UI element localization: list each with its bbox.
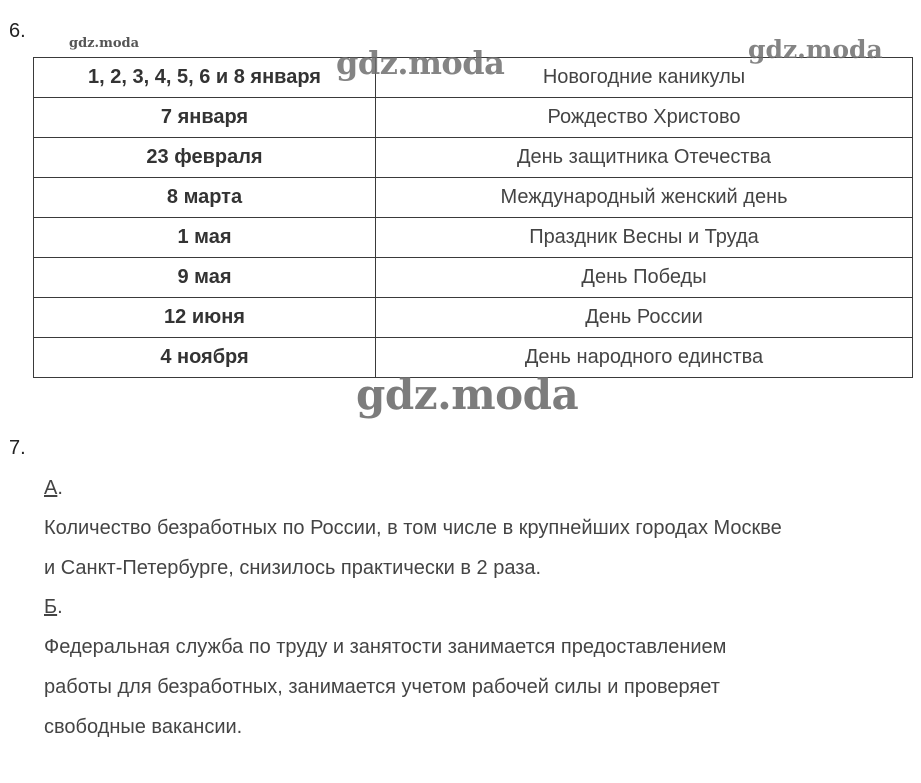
answer-a-line: Количество безработных по России, в том числе в крупнейших городах Москве xyxy=(44,517,782,539)
table-row xyxy=(34,298,913,338)
holiday-cell: День Победы xyxy=(376,258,913,298)
answer-a-section xyxy=(44,468,914,588)
answer-b-heading xyxy=(44,587,914,627)
holiday-cell: Праздник Весны и Труда xyxy=(376,218,913,258)
answer-b-line: Федеральная служба по труду и занятости занимается предоставлением xyxy=(44,636,727,658)
table-row xyxy=(34,178,913,218)
table-row xyxy=(34,218,913,258)
watermark-center: gdz.moda xyxy=(356,370,579,419)
answer-b-section xyxy=(44,587,914,747)
date-cell: 4 ноября xyxy=(34,338,376,378)
date-cell: 12 июня xyxy=(34,298,376,338)
table-row xyxy=(34,138,913,178)
holiday-cell: День народного единства xyxy=(376,338,913,378)
answer-b-line: работы для безработных, занимается учетом рабочей силы и проверяет xyxy=(44,676,720,698)
holiday-cell: Рождество Христово xyxy=(376,98,913,138)
answer-a-heading xyxy=(44,468,914,508)
holiday-cell: Международный женский день xyxy=(376,178,913,218)
answer-b-letter: Б xyxy=(44,596,58,618)
date-cell: 8 марта xyxy=(34,178,376,218)
date-cell: 1 мая xyxy=(34,218,376,258)
task-7-number: 7. xyxy=(9,437,26,459)
watermark-small: gdz.moda xyxy=(69,36,140,51)
date-cell: 7 января xyxy=(34,98,376,138)
answer-a-dot: . xyxy=(57,477,63,499)
table-row xyxy=(34,258,913,298)
watermark-top-middle: gdz.moda xyxy=(336,44,505,82)
answer-a-letter: А xyxy=(44,477,58,499)
answer-b-dot: . xyxy=(57,596,63,618)
holidays-table xyxy=(33,57,913,378)
date-cell: 9 мая xyxy=(34,258,376,298)
table-row xyxy=(34,98,913,138)
holiday-cell: Новогодние каникулы xyxy=(376,58,913,98)
table-row xyxy=(34,338,913,378)
table-row xyxy=(34,58,913,98)
watermark-top-right: gdz.moda xyxy=(748,35,883,64)
date-cell: 23 февраля xyxy=(34,138,376,178)
answer-b-line: свободные вакансии. xyxy=(44,716,243,738)
task-6-number: 6. xyxy=(9,20,26,42)
holiday-cell: День защитника Отечества xyxy=(376,138,913,178)
holiday-cell: День России xyxy=(376,298,913,338)
answer-a-line: и Санкт-Петербурге, снизилось практически в 2 раза. xyxy=(44,557,542,579)
date-cell: 1, 2, 3, 4, 5, 6 и 8 января xyxy=(34,58,376,98)
